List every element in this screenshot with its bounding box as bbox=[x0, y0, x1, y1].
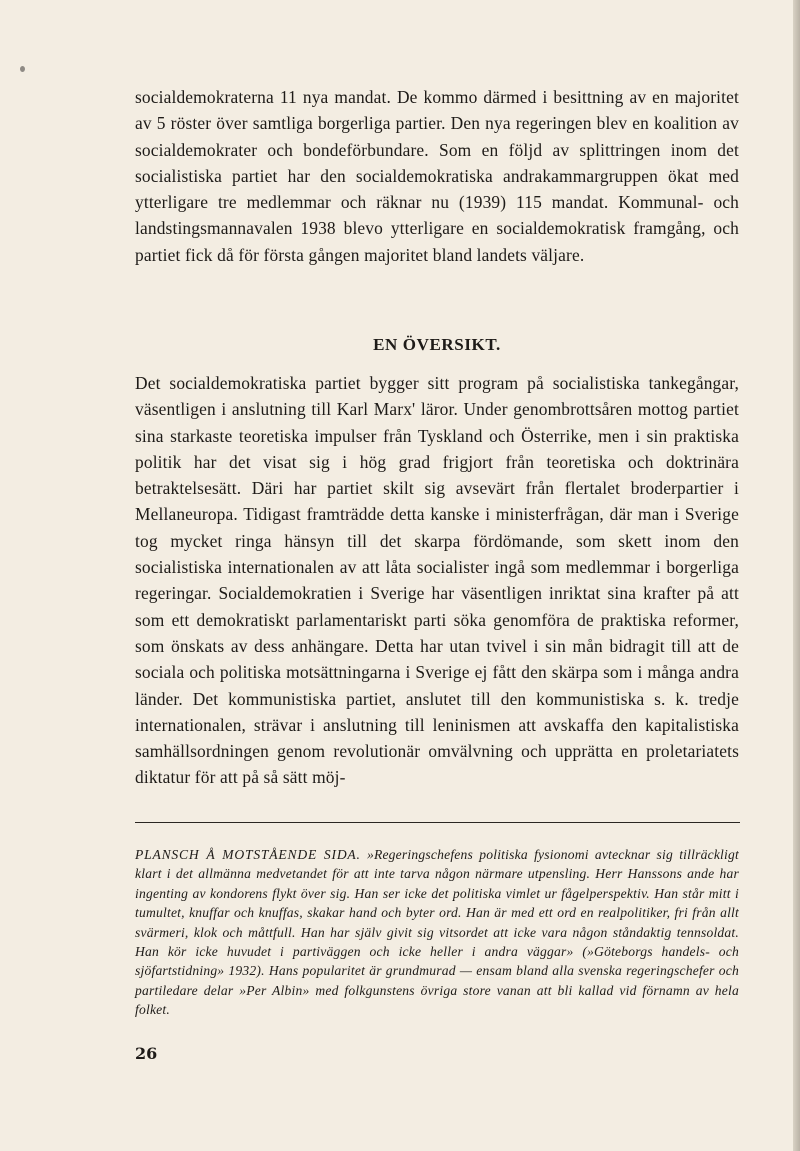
caption-divider bbox=[135, 822, 740, 823]
caption-text: »Regeringschefens politiska fysionomi avtecknar sig tillräckligt klart i det allmänna medvetandet för att inte tarva någon närmare utpensling. Herr Hanssons ande har ingenting av kondorens flykt över sig. Han ser icke det politiska vimlet ur fågelperspektiv. Han står mitt i tumultet, knuffar och knuffas, skakar hand och byter ord. Han är med ett ord en realpolitiker, fri från allt svärmeri, klok och måttfull. Han har själv givit sig vitsordet att icke vara någon ståndaktig tennsoldat. Han kör icke huvudet i partiväggen och icke heller i andra väggar» (»Göteborgs handels- och sjöfartstidning» 1932). Hans popularitet är grundmurad — ensam bland alla svenska regeringschefer och partiledare delar »Per Albin» med folkgunstens övriga store vanan att bli kallad vid förnamn av hela folket. bbox=[135, 847, 739, 1018]
section-heading: EN ÖVERSIKT. bbox=[373, 335, 501, 354]
body-section-2 bbox=[135, 370, 739, 791]
paragraph-2: Det socialdemokratiska partiet bygger sitt program på socialistiska tankegångar, väsentligen i anslutning till Karl Marx' läror. Under genombrottsåren mottog partiet sina starkaste teoretiska impulser från Tyskland och Österrike, men i sin praktiska politik har det visat sig i hög grad frigjort från teoretiska och doktrinära betraktelsesätt. Däri har partiet skilt sig avsevärt från flertalet broderpartier i Mellaneuropa. Tidigast framträdde detta kanske i ministerfrågan, där man i Sverige tog mycket ringa hänsyn till det skarpa fördömande, som skett inom den socialistiska internationalen av att låta socialister ingå som medlemmar i borgerliga regeringar. Socialdemokratien i Sverige har väsentligen inriktat sina krafter på att som ett demokratiskt parlamentariskt parti söka genomföra de praktiska reformer, som önskats av dess anhängare. Detta har utan tvivel i sin mån bidragit till att de sociala och politiska motsättningarna i Sverige ej fått den skärpa som i många andra länder. Det kommunistiska partiet, anslutet till den kommunistiska s. k. tredje internationalen, strävar i anslutning till leninismen att avskaffa den kapitalistiska samhällsordningen genom revolutionär omvälvning och upprätta en proletariatets diktatur för att på så sätt möj- bbox=[135, 373, 739, 788]
paragraph-1: socialdemokraterna 11 nya mandat. De kommo därmed i besittning av en majoritet av 5 röster över samtliga borgerliga partier. Den nya regeringen blev en koalition av socialdemokrater och bondeförbundare. Som en följd av splittringen inom det socialistiska partiet har den socialdemokratiska andrakammargruppen ökat med ytterligare tre medlemmar och räknar nu (1939) 115 mandat. Kommunal- och landstingsmannavalen 1938 blevo ytterligare en socialdemokratisk framgång, och partiet fick då för första gången majoritet bland landets väljare. bbox=[135, 87, 739, 265]
paper-speck bbox=[20, 66, 25, 72]
page-edge-shadow bbox=[793, 0, 800, 1151]
body-section-1 bbox=[135, 84, 739, 268]
plate-caption bbox=[135, 845, 739, 1020]
caption-label: PLANSCH Å MOTSTÅENDE SIDA. bbox=[135, 847, 361, 862]
page-number: 26 bbox=[135, 1044, 158, 1063]
